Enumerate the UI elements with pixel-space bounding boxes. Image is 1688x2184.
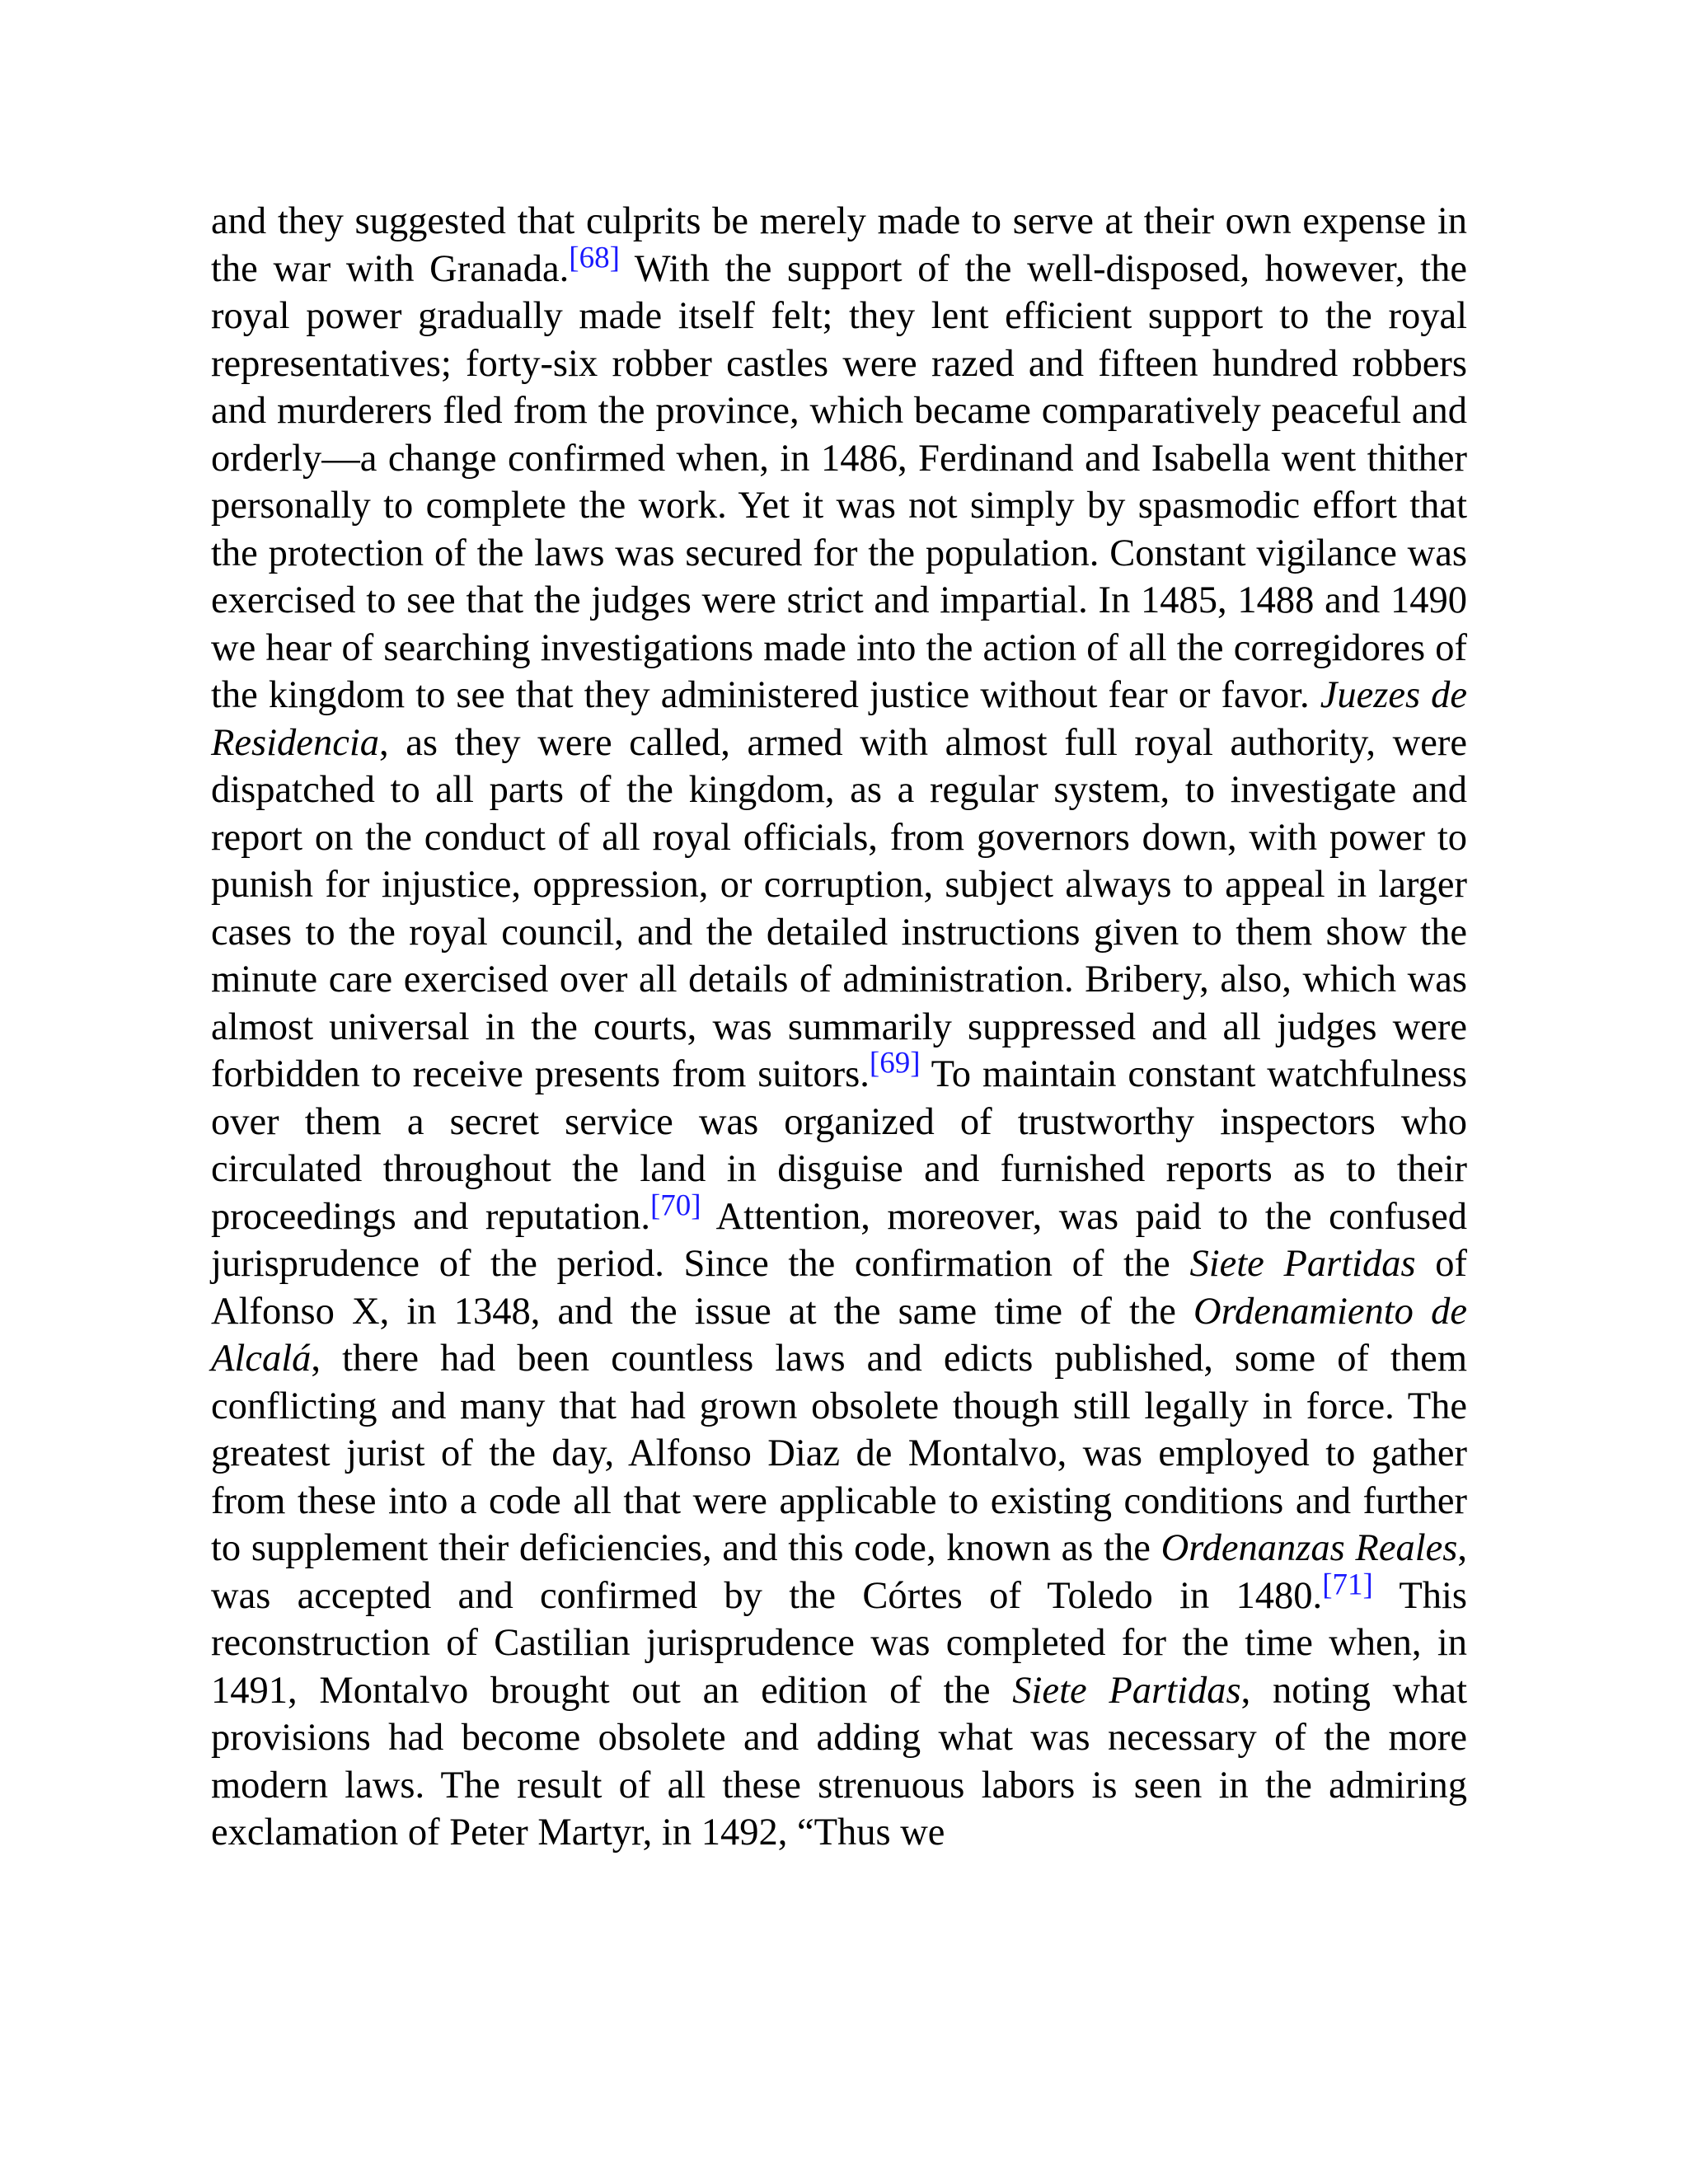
italic-term-siete-partidas: Siete Partidas [1189, 1243, 1416, 1285]
text-segment: To maintain constant watchfulness over them a secret service was organized of trustworthy inspectors who circulated throughout the land in disguise and furnished reports as to their proceedings and reputation. [211, 1053, 1468, 1238]
text-segment: This reconstruction of Castilian jurisprudence was completed for the time when, in 1491, Montalvo brought out an edition of the [211, 1574, 1467, 1712]
text-segment: of Alfonso X, in 1348, and the issue at the same time of the [211, 1243, 1467, 1333]
text-segment: With the support of the well-disposed, however, the royal power gradually made itself felt; they lent efficient support to the royal representatives; forty-six robber castles were razed and fifteen hundred robbers and murderers fled from the province, which became comparatively peaceful and orderly—a change confirmed when, in 1486, Ferdinand and Isabella went thither personally to complete the work. Yet it was not simply by spasmodic effort that the protection of the laws was secured for the population. Constant vigilance was exercised to see that the judges were strict and impartial. In 1485, 1488 and 1490 we hear of searching investigations made into the action of all the corregidores of the kingdom to see that they administered justice without fear or favor. [211, 247, 1467, 716]
text-segment: , was accepted and confirmed by the Córtes of Toledo in 1480. [211, 1527, 1467, 1617]
italic-term-ordenamiento-de-alcala: Ordenamiento de Alcalá [211, 1290, 1467, 1380]
text-segment: , as they were called, armed with almost full royal authority, were dispatched to all parts of the kingdom, as a regular system, to investigate and report on the conduct of all royal officials, from governors down, with power to punish for injustice, oppression, or corruption, subject always to appeal in larger cases to the royal council, and the detailed instructions given to them show the minute care exercised over all details of administration. Bribery, also, which was almost universal in the courts, was summarily suppressed and all judges were forbidden to receive presents from suitors. [211, 721, 1467, 1095]
text-segment: and they suggested that culprits be merely made to serve at their own expense in the war with Granada. [211, 200, 1467, 290]
italic-term-juezes-de-residencia: Juezes de Residencia [211, 674, 1467, 764]
italic-term-ordenanzas-reales: Ordenanzas Reales [1160, 1527, 1458, 1569]
page-body [211, 198, 1467, 1857]
footnote-link-69[interactable]: [69] [869, 1046, 921, 1080]
footnote-link-71[interactable]: [71] [1322, 1568, 1373, 1601]
footnote-link-68[interactable]: [68] [569, 241, 620, 274]
body-paragraph [211, 198, 1467, 1857]
text-segment: , noting what provisions had become obsolete and adding what was necessary of the more modern laws. The result of all these strenuous labors is seen in the admiring exclamation of Peter Martyr, in 1492, “Thus we [211, 1669, 1467, 1854]
footnote-link-70[interactable]: [70] [649, 1188, 701, 1222]
text-segment: , there had been countless laws and edicts published, some of them conflicting and many that had grown obsolete though still legally in force. The greatest jurist of the day, Alfonso Diaz de Montalvo, was employed to gather from these into a code all that were applicable to existing conditions and further to supplement their deficiencies, and this code, known as the [211, 1338, 1467, 1569]
text-segment: Attention, moreover, was paid to the confused jurisprudence of the period. Since the confirmation of the [211, 1195, 1467, 1285]
italic-term-siete-partidas: Siete Partidas [1012, 1669, 1241, 1712]
